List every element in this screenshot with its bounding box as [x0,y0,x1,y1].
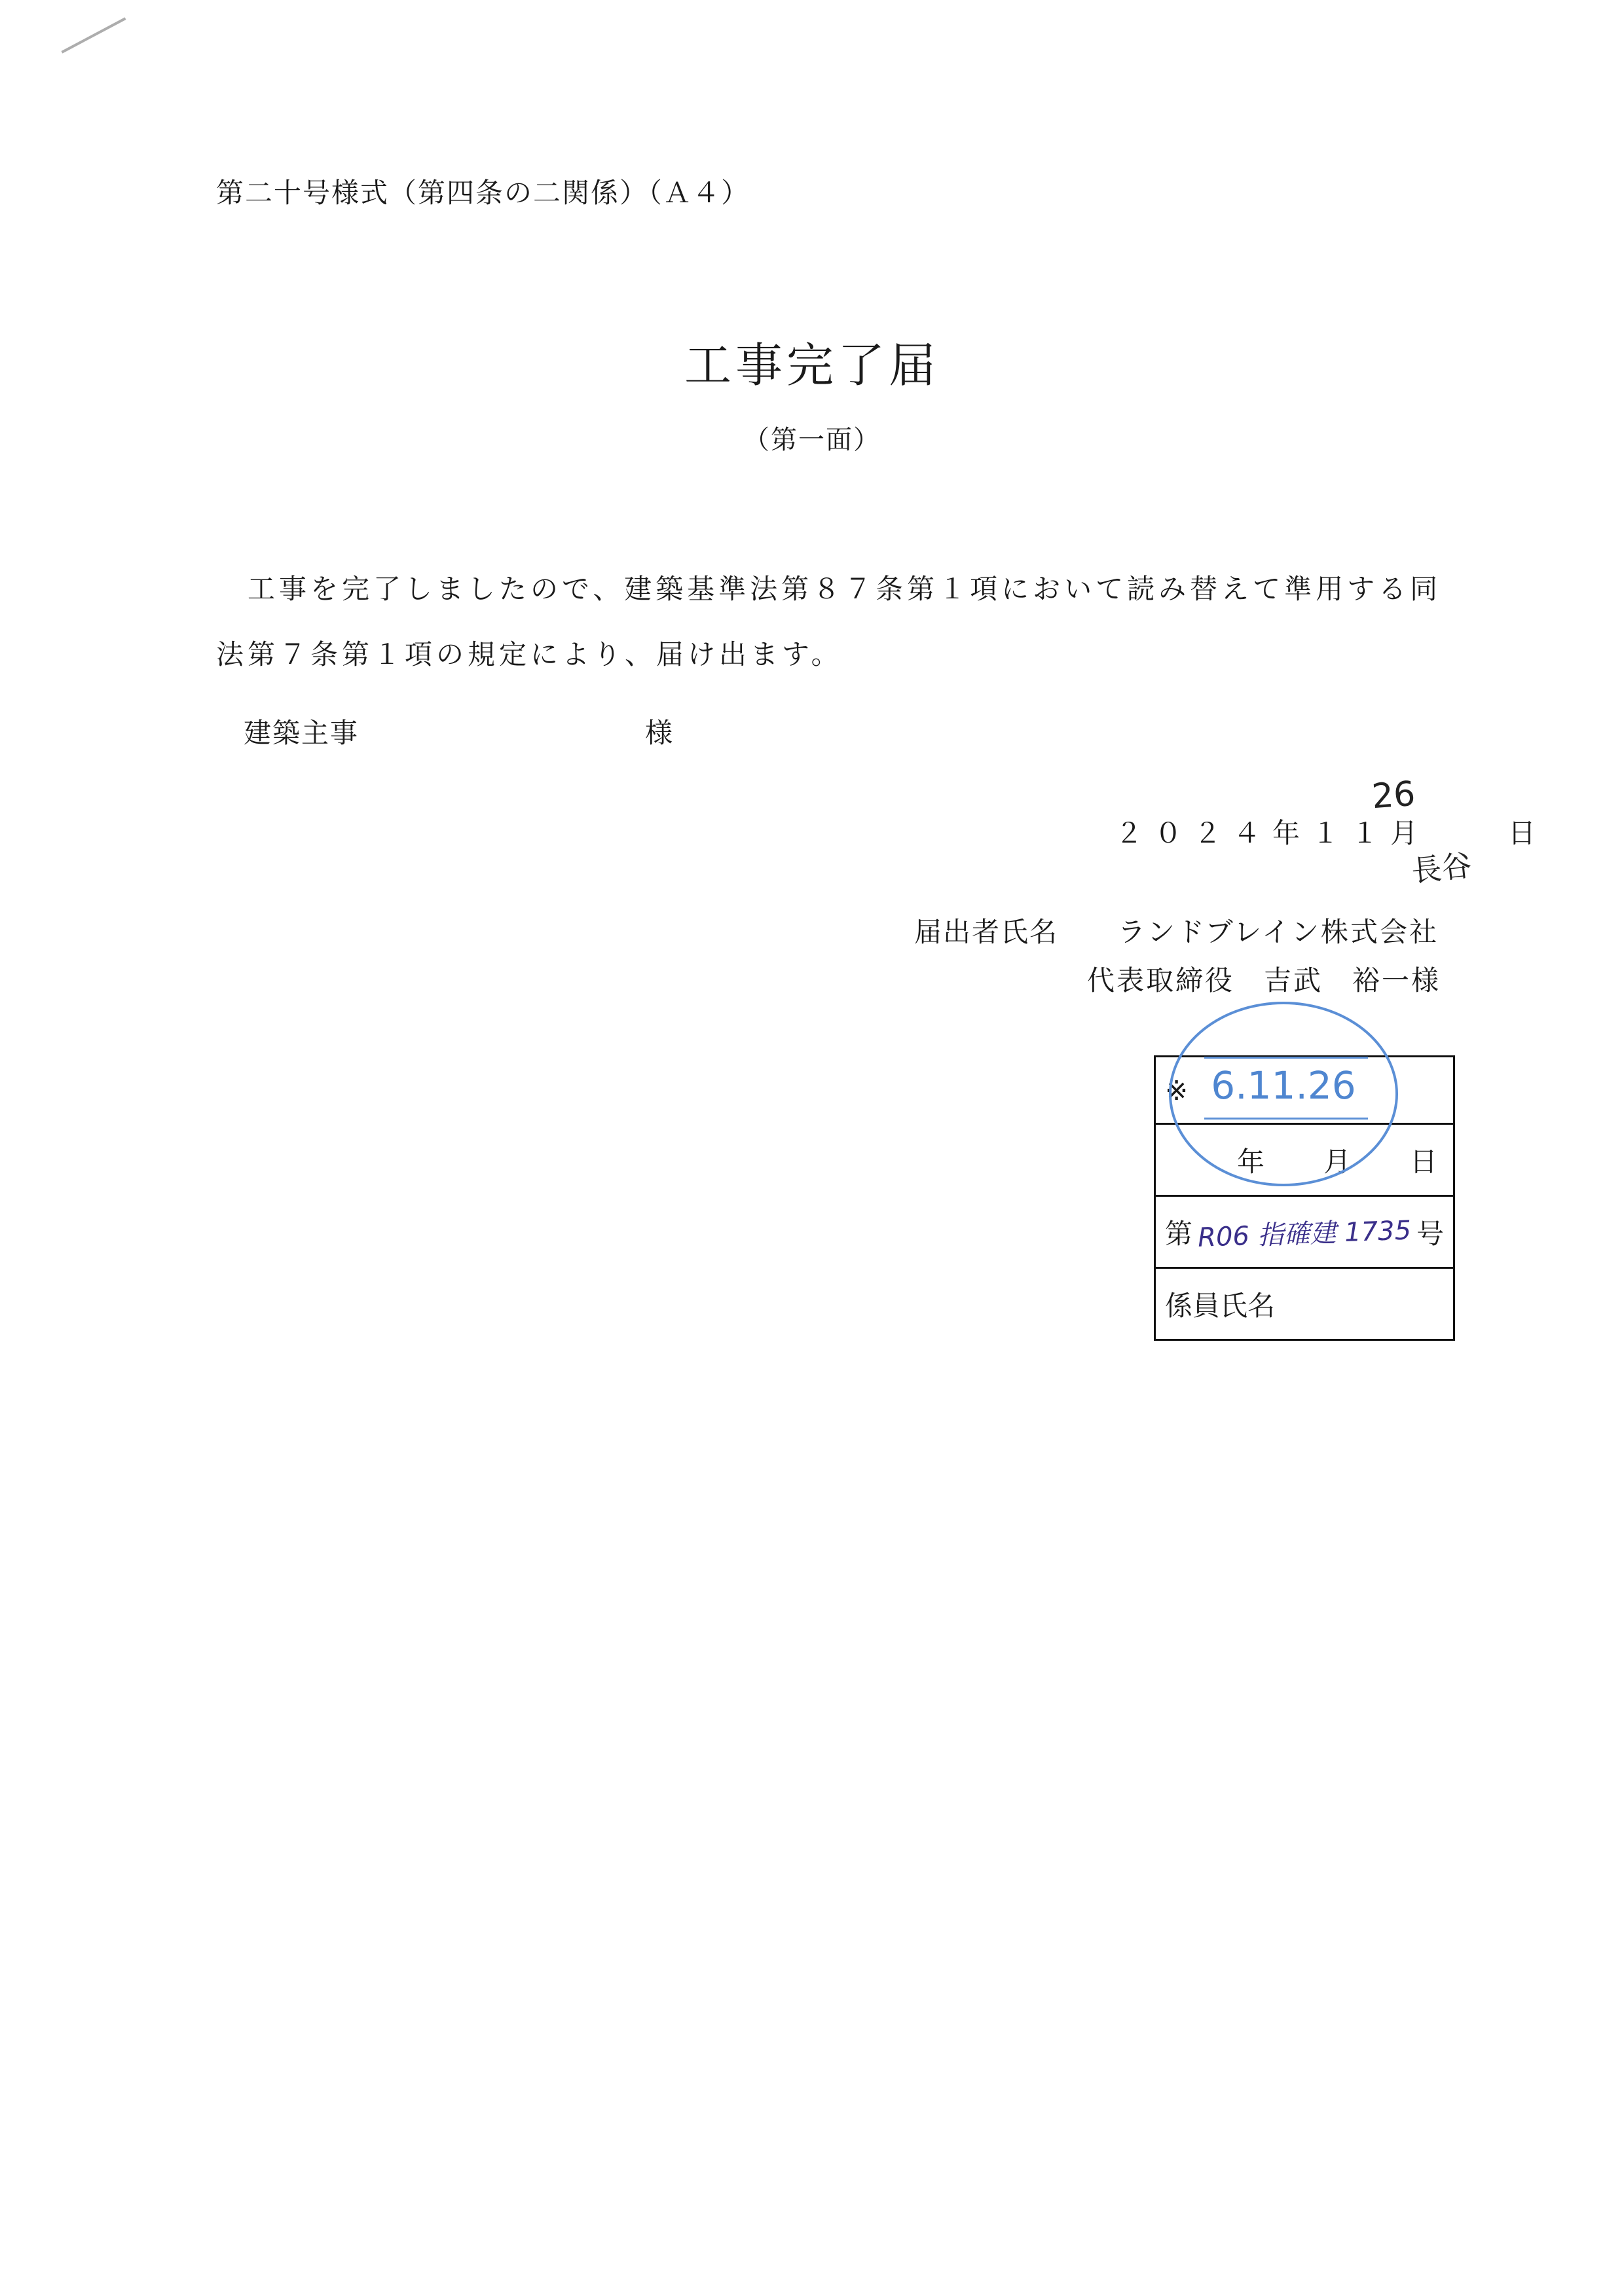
applicant-label: 届出者氏名 [914,916,1059,948]
handwritten-day: 26 [1370,774,1417,817]
applicant-representative: 代表取締役 吉武 裕一様 [1087,964,1441,996]
declaration-text [216,556,1460,687]
number-prefix: 第 [1165,1217,1193,1250]
addressee-label: 建築主事 [244,717,360,749]
pen-mark [61,17,126,53]
number-suffix: 号 [1416,1217,1444,1250]
handwritten-receipt-number: R06 指確建 1735 [1197,1215,1412,1253]
submission-date: ２０２４年１１月 日 [1115,817,1548,849]
applicant-company: ランドブレイン株式会社 [1118,916,1439,948]
office-mark-cell: ※ [1155,1057,1454,1124]
stamp-date: 6.11.26 [1211,1063,1356,1108]
document-subtitle: （第一面） [743,425,881,455]
official-name-cell: 係員氏名 [1155,1268,1454,1340]
year-label: 年 [1236,1145,1264,1178]
correction-seal: 長谷 [1409,847,1473,889]
table-row [1155,1268,1454,1340]
month-label: 月 [1323,1145,1351,1178]
table-row [1155,1196,1454,1268]
declaration-body: 工事を完了しましたので、建築基準法第８７条第１項において読み替えて準用する同法第７条第１項の規定により、届け出ます。 [216,573,1442,670]
day-label: 日 [1409,1145,1437,1178]
receipt-stamp [1169,1002,1398,1186]
form-identifier: 第二十号様式（第四条の二関係）（Ａ４） [216,177,750,209]
document-title: 工事完了届 [684,338,940,393]
addressee-honorific: 様 [645,717,673,749]
receipt-number-cell [1155,1196,1454,1268]
